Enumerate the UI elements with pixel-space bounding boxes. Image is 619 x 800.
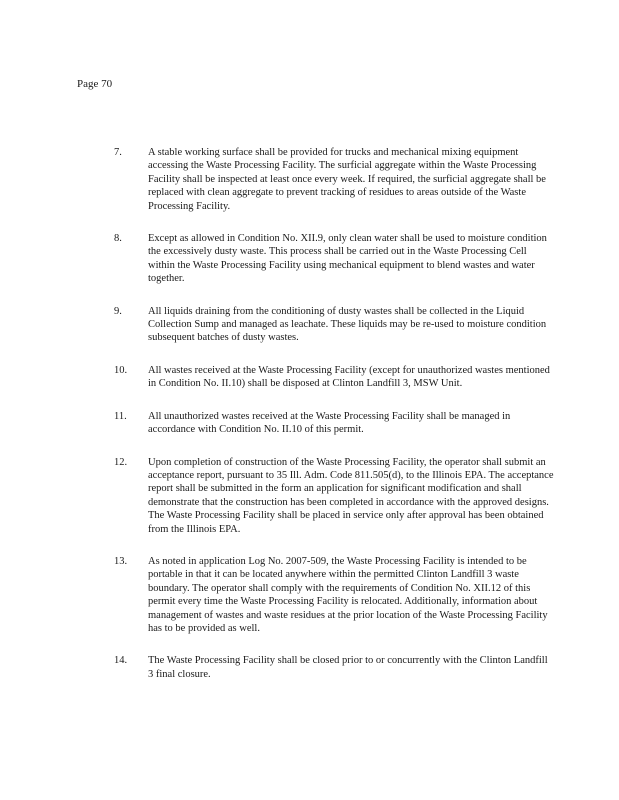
condition-number: 14. [114, 655, 128, 667]
condition-text: All liquids draining from the conditioning of dusty wastes shall be collected in the Liquid Collection Sump and managed as leachate. These liquids may be re-used to moisture condition subsequent batches of dusty wastes. [148, 305, 547, 344]
permit-conditions-list [114, 146, 554, 681]
condition-item [114, 305, 554, 345]
condition-item [114, 232, 554, 286]
condition-number: 7. [114, 147, 122, 158]
condition-text: As noted in application Log No. 2007-509, the Waste Processing Facility is intended to be portable in that it can be located anywhere within the permitted Clinton Landfill 3 waste boundary. The operator shall comply with the requirements of Condition No. XII.12 of this permit every time the Waste Processing Facility is relocated. Additionally, information about management of wastes and waste residues at the prior location of the Waste Processing Facility has to be provided as well. [148, 555, 548, 634]
condition-number: 11. [114, 410, 127, 422]
condition-text: The Waste Processing Facility shall be closed prior to or concurrently with the Clinton Landfill 3 final closure. [148, 655, 548, 680]
condition-text: All unauthorized wastes received at the Waste Processing Facility shall be managed in accordance with Condition No. II.10 of this permit. [148, 410, 511, 436]
condition-item [114, 654, 554, 681]
condition-item [114, 555, 554, 635]
condition-text: A stable working surface shall be provided for trucks and mechanical mixing equipment accessing the Waste Processing Facility. The surficial aggregate within the Waste Processing Facility shall be inspected at least once every week. If required, the surficial aggregate shall be replaced with clean aggregate to prevent tracking of residues to areas outside of the Waste Processing Facility. [148, 147, 546, 212]
condition-item [114, 410, 554, 437]
condition-number: 13. [114, 555, 128, 567]
condition-item [114, 364, 554, 391]
condition-number: 12. [114, 456, 128, 468]
condition-item [114, 146, 554, 213]
condition-number: 10. [114, 364, 128, 376]
condition-text: Upon completion of construction of the Waste Processing Facility, the operator shall submit an acceptance report, pursuant to 35 Ill. Adm. Code 811.505(d), to the Illinois EPA. The acceptance report shall be submitted in the form an application for significant modification and shall demonstrate that the construction has been completed in accordance with the approved designs. The Waste Processing Facility shall be placed in service only after approval has been obtained from the Illinois EPA. [148, 456, 554, 535]
condition-number: 8. [114, 233, 122, 245]
condition-text: Except as allowed in Condition No. XII.9, only clean water shall be used to moisture condition the excessively dusty waste. This process shall be carried out in the Waste Processing Cell within the Waste Processing Facility using mechanical equipment to blend wastes and water together. [148, 233, 547, 285]
page-number-header: Page 70 [77, 78, 113, 90]
condition-item [114, 456, 554, 536]
condition-number: 9. [114, 305, 122, 317]
condition-text: All wastes received at the Waste Processing Facility (except for unauthorized wastes mentioned in Condition No. II.10) shall be disposed at Clinton Landfill 3, MSW Unit. [148, 364, 550, 390]
